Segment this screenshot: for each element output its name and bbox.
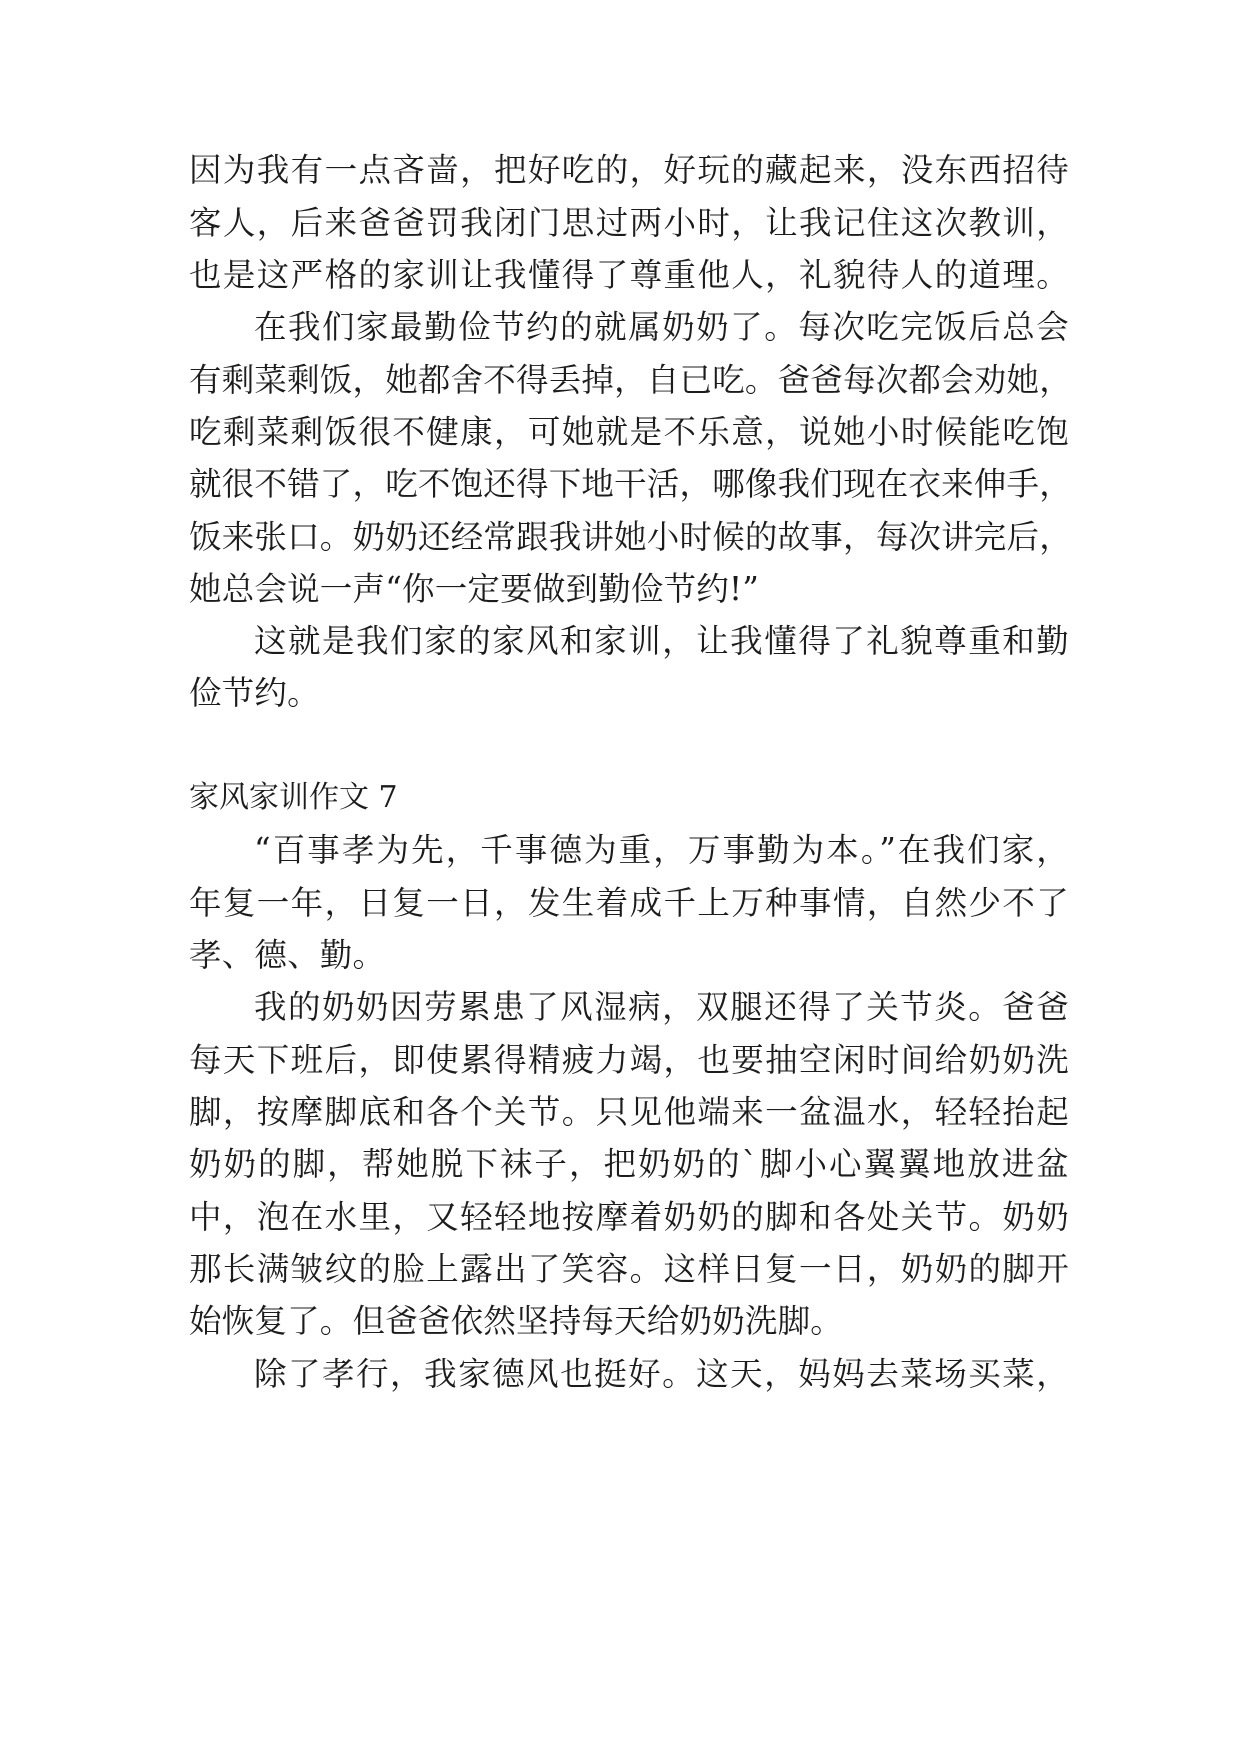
text-line: 我的奶奶因劳累患了风湿病，双腿还得了关节炎。爸爸 [254, 988, 1069, 1026]
text-line: 脚，按摩脚底和各个关节。只见他端来一盆温水，轻轻抬起 [189, 1093, 1069, 1131]
text-line: 吃剩菜剩饭很不健康，可她就是不乐意，说她小时候能吃饱 [189, 413, 1069, 451]
text-line: 在我们家最勤俭节约的就属奶奶了。每次吃完饭后总会 [254, 308, 1069, 346]
text-line: 始恢复了。但爸爸依然坚持每天给奶奶洗脚。 [189, 1302, 844, 1340]
text-line: 客人，后来爸爸罚我闭门思过两小时，让我记住这次教训， [189, 204, 1069, 242]
text-line: 就很不错了，吃不饱还得下地干活，哪像我们现在衣来伸手， [189, 465, 1072, 503]
text-line: 她总会说一声“你一定要做到勤俭节约!” [189, 570, 760, 608]
text-line: 因为我有一点吝啬，把好吃的，好玩的藏起来，没东西招待 [189, 151, 1069, 189]
text-line: 那长满皱纹的脸上露出了笑容。这样日复一日，奶奶的脚开 [189, 1250, 1069, 1288]
section-heading: 家风家训作文 7 [189, 780, 398, 815]
text-line: 年复一年，日复一日，发生着成千上万种事情，自然少不了 [189, 884, 1069, 922]
text-line: 除了孝行，我家德风也挺好。这天，妈妈去菜场买菜， [254, 1355, 1069, 1393]
text-line: 孝、德、勤。 [189, 936, 386, 974]
text-line: 奶奶的脚，帮她脱下袜子，把奶奶的`脚小心翼翼地放进盆 [189, 1145, 1069, 1183]
text-line: 俭节约。 [189, 674, 320, 712]
text-line: 这就是我们家的家风和家训，让我懂得了礼貌尊重和勤 [254, 622, 1069, 660]
text-line: 饭来张口。奶奶还经常跟我讲她小时候的故事，每次讲完后， [189, 518, 1072, 556]
text-line: 有剩菜剩饭，她都舍不得丢掉，自已吃。爸爸每次都会劝她， [189, 361, 1072, 399]
text-line: 也是这严格的家训让我懂得了尊重他人，礼貌待人的道理。 [189, 256, 1069, 294]
text-line: 每天下班后，即使累得精疲力竭，也要抽空闲时间给奶奶洗 [189, 1041, 1069, 1079]
text-line: “百事孝为先，千事德为重，万事勤为本。”在我们家， [254, 831, 1069, 869]
text-line: 中，泡在水里，又轻轻地按摩着奶奶的脚和各处关节。奶奶 [189, 1198, 1069, 1236]
